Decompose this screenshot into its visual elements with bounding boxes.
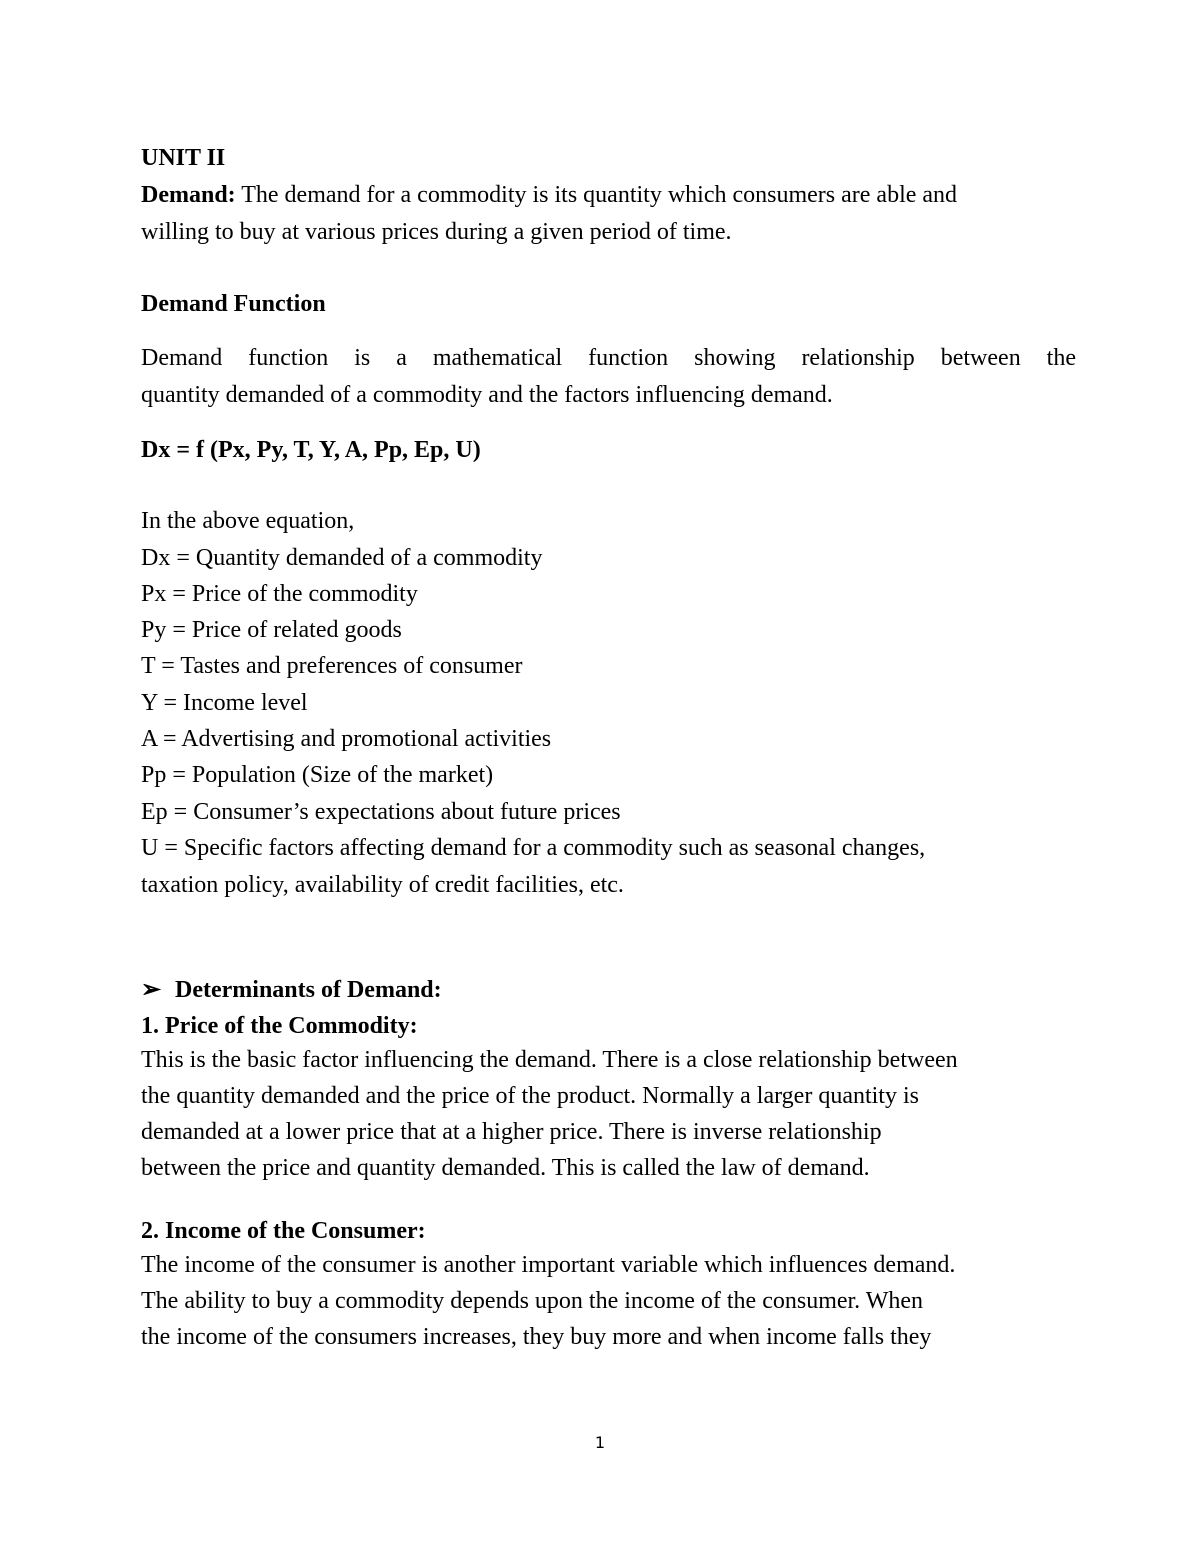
arrow-bullet-icon: ➢ bbox=[141, 977, 162, 1003]
determinants-heading-text: Determinants of Demand: bbox=[175, 977, 442, 1003]
income-paragraph-line-3: the income of the consumers increases, they buy more and when income falls they bbox=[141, 1324, 932, 1350]
price-paragraph-line-2: the quantity demanded and the price of the product. Normally a larger quantity is bbox=[141, 1083, 919, 1109]
price-paragraph-line-4: between the price and quantity demanded. This is called the law of demand. bbox=[141, 1155, 870, 1181]
income-paragraph-line-2: The ability to buy a commodity depends upon the income of the consumer. When bbox=[141, 1288, 924, 1314]
variable-a: A = Advertising and promotional activities bbox=[141, 726, 552, 752]
determinants-heading bbox=[141, 975, 442, 1005]
variable-dx: Dx = Quantity demanded of a commodity bbox=[141, 545, 543, 571]
demand-definition-text: The demand for a commodity is its quantity which consumers are able and bbox=[235, 182, 958, 208]
demand-term: Demand: bbox=[141, 182, 236, 208]
variable-t: T = Tastes and preferences of consumer bbox=[141, 653, 523, 679]
demand-function-desc-line-2: quantity demanded of a commodity and the factors influencing demand. bbox=[141, 382, 833, 408]
variable-py: Py = Price of related goods bbox=[141, 617, 402, 643]
demand-equation: Dx = f (Px, Py, T, Y, A, Pp, Ep, U) bbox=[141, 437, 481, 463]
demand-function-heading: Demand Function bbox=[141, 291, 326, 317]
variable-ep: Ep = Consumer’s expectations about future prices bbox=[141, 799, 621, 825]
demand-definition-line-2: willing to buy at various prices during a given period of time. bbox=[141, 219, 732, 245]
price-paragraph-line-3: demanded at a lower price that at a higher price. There is inverse relationship bbox=[141, 1119, 882, 1145]
demand-function-desc-line-1: Demand function is a mathematical function showing relationship between the bbox=[141, 345, 1076, 371]
demand-definition-line-1 bbox=[141, 180, 957, 210]
income-paragraph-line-1: The income of the consumer is another important variable which influences demand. bbox=[141, 1252, 956, 1278]
section-title-price: 1. Price of the Commodity: bbox=[141, 1013, 418, 1039]
variable-u: U = Specific factors affecting demand for a commodity such as seasonal changes, bbox=[141, 835, 926, 861]
equation-intro: In the above equation, bbox=[141, 508, 355, 534]
price-paragraph-line-1: This is the basic factor influencing the demand. There is a close relationship between bbox=[141, 1047, 958, 1073]
section-title-income: 2. Income of the Consumer: bbox=[141, 1218, 426, 1244]
page-number: 1 bbox=[594, 1433, 606, 1452]
variable-u-continued: taxation policy, availability of credit facilities, etc. bbox=[141, 872, 624, 898]
variable-y: Y = Income level bbox=[141, 690, 308, 716]
unit-title: UNIT II bbox=[141, 145, 226, 171]
variable-pp: Pp = Population (Size of the market) bbox=[141, 762, 494, 788]
variable-px: Px = Price of the commodity bbox=[141, 581, 418, 607]
